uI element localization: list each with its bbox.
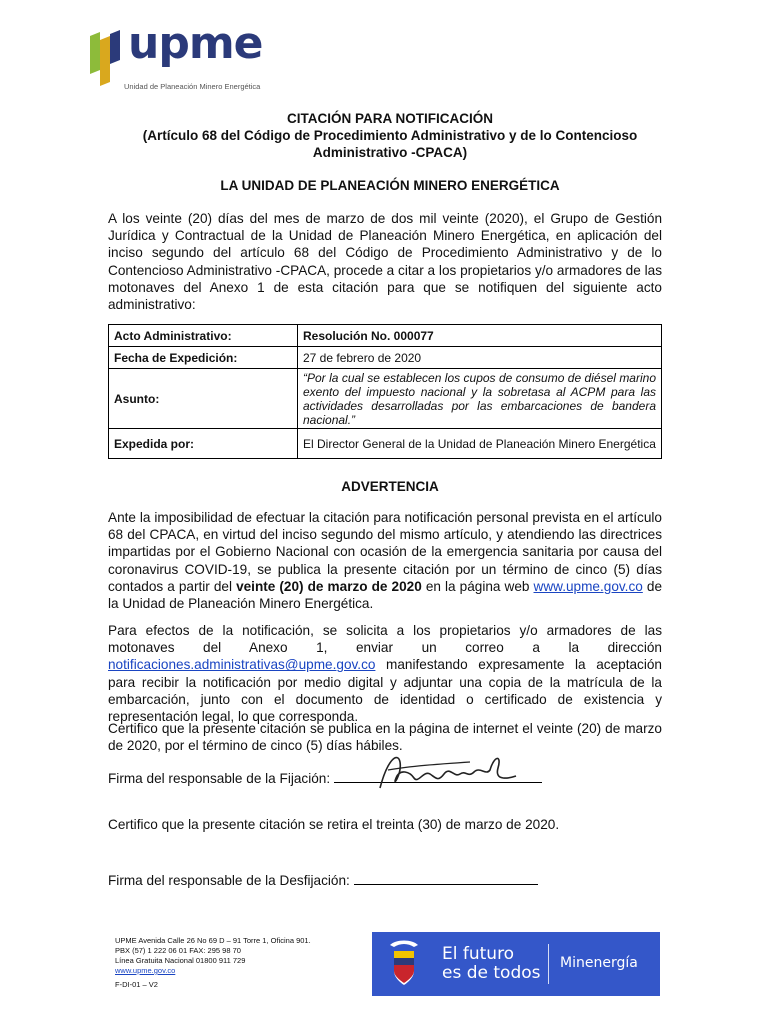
row-value: 27 de febrero de 2020 — [298, 347, 662, 369]
row-value: El Director General de la Unidad de Planeación Minero Energética — [298, 429, 662, 459]
notification-paragraph — [108, 622, 662, 725]
table-row — [109, 347, 662, 369]
text-run: Ante la imposibilidad de efectuar la citación para notificación personal prevista en el artículo 68 del CPACA, en virtud del inciso segundo del mismo artículo, y atendiendo las directrices impartidas por el Gobierno Nacional con ocasión de la emergencia sanitaria por causa del coronavirus COVID-19, se publica la presente citación por un término de cinco (5) días contados a partir del — [108, 510, 662, 594]
text-run: en la página web — [421, 578, 534, 594]
text-run: Para efectos de la notificación, se solicita a los propietarios y/o armadores de las motonaves del Anexo 1, enviar un correo a la dirección — [108, 623, 662, 656]
fijacion-signature-label: Firma del responsable de la Fijación: — [108, 771, 331, 786]
advertencia-heading: ADVERTENCIA — [341, 479, 439, 494]
signature-line — [354, 884, 538, 885]
slogan-line-2: es de todos — [442, 963, 541, 983]
slogan-line-1: El futuro — [442, 944, 515, 964]
row-value: “Por la cual se establecen los cupos de consumo de diésel marino exento del impuesto nacional y la sobretasa al ACPM para las actividades desarrolladas por las embarcaciones de bandera nacional.” — [298, 369, 662, 429]
footer-address: UPME Avenida Calle 26 No 69 D – 91 Torre 1, Oficina 901. — [115, 936, 311, 945]
row-label: Fecha de Expedición: — [109, 347, 298, 369]
row-label: Asunto: — [109, 369, 298, 429]
title-line-2: (Artículo 68 del Código de Procedimiento Administrativo y de lo Contencioso — [142, 128, 638, 143]
row-label: Acto Administrativo: — [109, 325, 298, 347]
handwritten-signature — [370, 748, 520, 796]
form-code: F-DI-01 – V2 — [115, 980, 158, 989]
entity-heading: LA UNIDAD DE PLANEACIÓN MINERO ENERGÉTICA — [220, 178, 560, 193]
brand-subtitle: Unidad de Planeación Minero Energética — [124, 82, 261, 91]
title-line-3: Administrativo -CPACA) — [312, 145, 468, 160]
coat-of-arms-icon — [380, 937, 428, 991]
desfijacion-signature-label: Firma del responsable de la Desfijación: — [108, 873, 350, 888]
banner-divider — [548, 944, 549, 984]
footer-toll-free: Línea Gratuita Nacional 01800 911 729 — [115, 956, 246, 965]
banner-slogan — [442, 945, 541, 983]
website-link[interactable]: www.upme.gov.co — [533, 578, 643, 594]
ministry-name: Minenergía — [560, 955, 638, 971]
footer-contact — [115, 936, 311, 976]
upme-logo-icon — [86, 30, 126, 88]
title-line-1: CITACIÓN PARA NOTIFICACIÓN — [287, 111, 493, 126]
footer-web-link[interactable]: www.upme.gov.co — [115, 966, 176, 975]
text-run: manifestando expresamente la aceptación para recibir la notificación por medio digital y adjuntar una copia de la matrícula de la embarcación, junto con el documento de identidad o certificado de existencia y representación legal, lo que corresponda. — [108, 657, 662, 725]
act-details-table — [108, 324, 662, 459]
retiro-certification: Certifico que la presente citación se retira el treinta (30) de marzo de 2020. — [108, 817, 560, 832]
advertencia-paragraph — [108, 509, 662, 612]
row-value: Resolución No. 000077 — [298, 325, 662, 347]
text-run: de la Unidad de Planeación Minero Energética. — [108, 578, 663, 612]
footer-phone: PBX (57) 1 222 06 01 FAX: 295 98 70 — [115, 946, 241, 955]
desfijacion-signature-row — [108, 872, 662, 889]
table-row — [109, 369, 662, 429]
fijacion-certification: Certifico que la presente citación se publica en la página de internet el veinte (20) de marzo de 2020, por el término de cinco (5) días hábiles. — [108, 721, 662, 754]
highlighted-date: veinte (20) de marzo de 2020 — [236, 578, 422, 594]
brand-wordmark: upme — [128, 18, 263, 69]
table-row — [109, 325, 662, 347]
document-title — [60, 110, 720, 161]
intro-paragraph: A los veinte (20) días del mes de marzo de dos mil veinte (2020), el Grupo de Gestión Jurídica y Contractual de la Unidad de Planeación Minero Energética, en aplicación del inciso segundo del artículo 68 del Código de Procedimiento Administrativo y de lo Contencioso Administrativo -CPACA, procede a citar a los propietarios y/o armadores de las motonaves del Anexo 1 de esta citación para que se notifiquen del siguiente acto administrativo: — [108, 211, 662, 313]
email-link[interactable]: notificaciones.administrativas@upme.gov.co — [108, 657, 376, 673]
row-label: Expedida por: — [109, 429, 298, 459]
table-row — [109, 429, 662, 459]
